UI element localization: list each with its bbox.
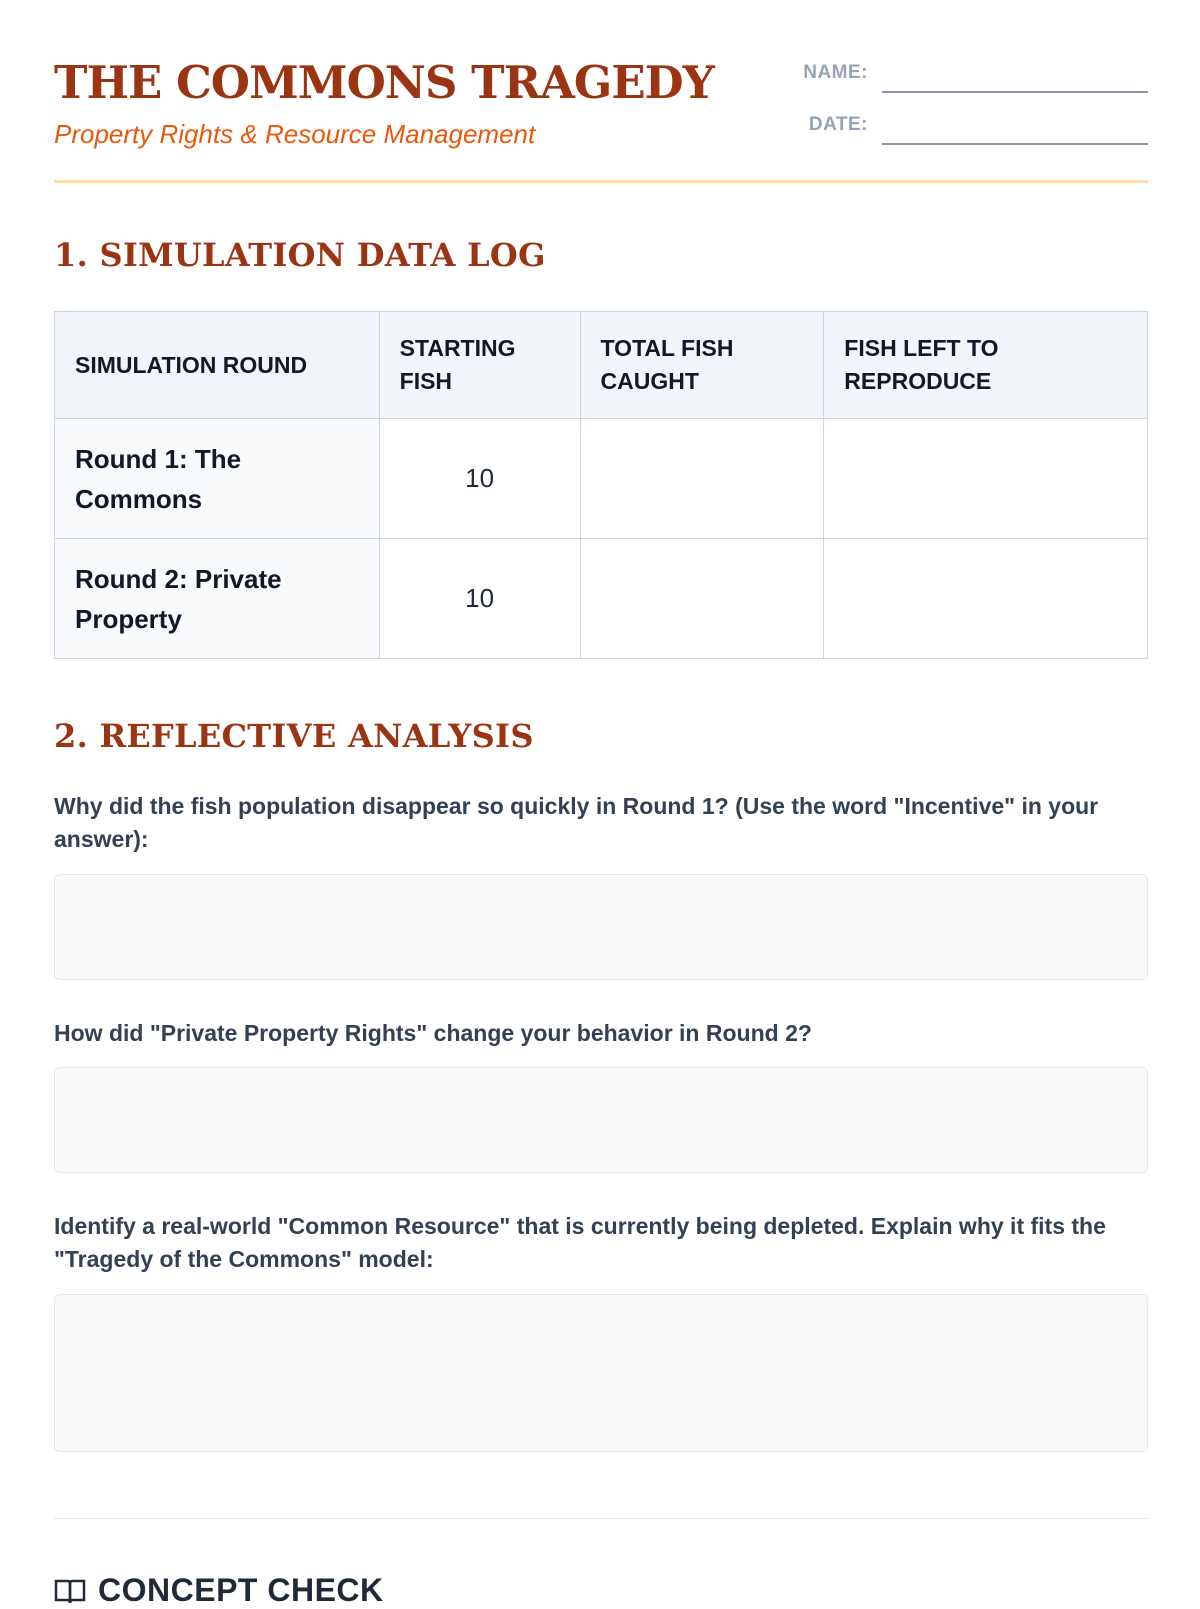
column-header-total-fish-caught: TOTAL FISH CAUGHT [580, 312, 824, 419]
worksheet-subtitle: Property Rights & Resource Management [54, 119, 536, 149]
total-caught-input-cell[interactable] [580, 419, 824, 539]
simulation-data-table [54, 311, 1148, 659]
total-caught-input-cell[interactable] [580, 539, 824, 659]
book-icon [54, 1577, 86, 1605]
round-label-cell: Round 2: Private Property [55, 539, 380, 659]
section-title-data-log: 1. SIMULATION DATA LOG [54, 236, 546, 274]
question-2: How did "Private Property Rights" change your behavior in Round 2? [54, 1020, 812, 1046]
name-field[interactable] [744, 62, 1148, 92]
starting-fish-cell: 10 [379, 539, 580, 659]
concept-check-title: CONCEPT CHECK [98, 1572, 384, 1608]
table-header-row [55, 312, 1148, 419]
section-title-reflective-analysis: 2. REFLECTIVE ANALYSIS [54, 717, 534, 755]
date-field[interactable] [744, 114, 1148, 144]
name-input-line[interactable] [882, 91, 1148, 93]
question-3: Identify a real-world "Common Resource" that is currently being depleted. Explain why it fits the "Tragedy of the Commons" model: [54, 1213, 1106, 1272]
worksheet-page [54, 0, 1148, 1608]
starting-fish-cell: 10 [379, 419, 580, 539]
column-header-fish-left: FISH LEFT TO REPRODUCE [824, 312, 1148, 419]
worksheet-title: THE COMMONS TRAGEDY [54, 56, 714, 109]
answer-box-3[interactable] [54, 1294, 1148, 1452]
question-1: Why did the fish population disappear so quickly in Round 1? (Use the word "Incentive" in your answer): [54, 793, 1099, 852]
answer-box-1[interactable] [54, 874, 1148, 980]
header-divider [54, 180, 1148, 183]
column-header-simulation-round: SIMULATION ROUND [55, 312, 380, 419]
concept-check-heading [54, 1572, 384, 1609]
date-input-line[interactable] [882, 143, 1148, 145]
section-divider [54, 1518, 1148, 1519]
worksheet-header [54, 0, 1148, 184]
date-label: DATE: [808, 114, 868, 135]
round-label-cell: Round 1: The Commons [55, 419, 380, 539]
fish-left-input-cell[interactable] [824, 419, 1148, 539]
answer-box-2[interactable] [54, 1067, 1148, 1173]
fish-left-input-cell[interactable] [824, 539, 1148, 659]
table-row [55, 419, 1148, 539]
name-label: NAME: [803, 62, 868, 83]
table-row [55, 539, 1148, 659]
column-header-starting-fish: STARTING FISH [379, 312, 580, 419]
